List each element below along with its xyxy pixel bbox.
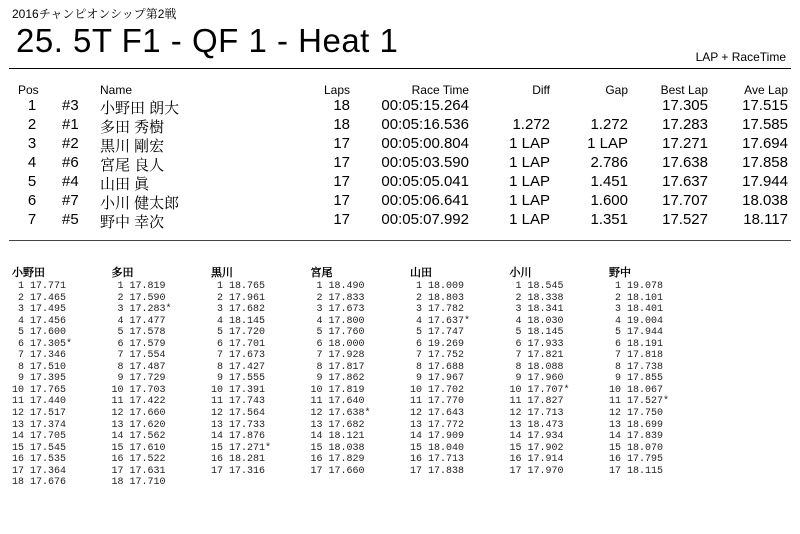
lap-time: 14 17.876 bbox=[211, 431, 266, 443]
lap-time: 3 17.495 bbox=[12, 304, 67, 316]
lap-time: 13 17.733 bbox=[211, 419, 266, 431]
lap-time: 7 17.821 bbox=[509, 350, 564, 362]
lap-time: 5 17.600 bbox=[12, 327, 67, 339]
result-laps: 18 bbox=[333, 97, 350, 114]
result-pos: 6 bbox=[27, 192, 37, 209]
result-driver-name: 山田 眞 bbox=[100, 176, 150, 193]
result-diff: 1 LAP bbox=[509, 173, 550, 190]
lap-time: 13 17.374 bbox=[12, 419, 67, 431]
lap-time: 4 17.456 bbox=[12, 315, 67, 327]
result-car-number: #1 bbox=[62, 116, 79, 133]
lap-time: 4 17.800 bbox=[310, 315, 365, 327]
lap-time: 8 17.817 bbox=[310, 361, 365, 373]
result-gap: 1 LAP bbox=[587, 135, 628, 152]
lap-column-driver: 宮尾 bbox=[310, 267, 333, 279]
header-divider bbox=[9, 68, 791, 69]
lap-column-driver: 多田 bbox=[111, 267, 134, 279]
lap-time: 12 17.660 bbox=[111, 408, 166, 420]
lap-time: 9 17.729 bbox=[111, 373, 166, 385]
lap-time: 4 17.637* bbox=[410, 315, 471, 327]
lap-time: 11 17.827 bbox=[509, 396, 564, 408]
lap-time: 8 17.510 bbox=[12, 361, 67, 373]
lap-time: 3 17.673 bbox=[310, 304, 365, 316]
lap-time: 6 17.305* bbox=[12, 338, 73, 350]
result-car-number: #5 bbox=[62, 211, 79, 228]
lap-time: 8 17.427 bbox=[211, 361, 266, 373]
lap-time: 1 17.819 bbox=[111, 281, 166, 292]
lap-time: 18 17.676 bbox=[12, 477, 67, 489]
lap-time: 4 18.030 bbox=[509, 315, 564, 327]
lap-time: 9 17.862 bbox=[310, 373, 365, 385]
result-gap: 1.451 bbox=[590, 173, 628, 190]
lap-time: 9 17.855 bbox=[609, 373, 664, 385]
lap-column-driver: 小野田 bbox=[12, 267, 45, 279]
result-race-time: 00:05:16.536 bbox=[381, 116, 469, 133]
lap-time: 6 18.191 bbox=[609, 338, 664, 350]
lap-time: 12 17.713 bbox=[509, 408, 564, 420]
result-race-time: 00:05:07.992 bbox=[381, 211, 469, 228]
result-laps: 18 bbox=[333, 116, 350, 133]
lap-time: 3 18.341 bbox=[509, 304, 564, 316]
lap-time: 5 17.944 bbox=[609, 327, 664, 339]
lap-time: 1 18.545 bbox=[509, 281, 564, 292]
result-diff: 1 LAP bbox=[509, 192, 550, 209]
result-race-time: 00:05:15.264 bbox=[381, 97, 469, 114]
result-gap: 1.351 bbox=[590, 211, 628, 228]
lap-time: 1 17.771 bbox=[12, 281, 67, 292]
result-race-time: 00:05:06.641 bbox=[381, 192, 469, 209]
lap-time: 12 17.643 bbox=[410, 408, 465, 420]
result-row bbox=[0, 192, 800, 211]
lap-column bbox=[410, 267, 470, 477]
lap-time: 16 17.795 bbox=[609, 454, 664, 466]
lap-time: 2 17.590 bbox=[111, 292, 166, 304]
result-pos: 2 bbox=[27, 116, 37, 133]
result-race-time: 00:05:03.590 bbox=[381, 154, 469, 171]
lap-time: 14 18.121 bbox=[310, 431, 365, 443]
lap-time: 16 17.914 bbox=[509, 454, 564, 466]
result-best-lap: 17.638 bbox=[662, 154, 708, 171]
lap-time: 5 17.747 bbox=[410, 327, 465, 339]
result-best-lap: 17.305 bbox=[662, 97, 708, 114]
lap-time: 4 19.004 bbox=[609, 315, 664, 327]
header-name: Name bbox=[100, 83, 133, 97]
result-best-lap: 17.271 bbox=[662, 135, 708, 152]
lap-time: 14 17.562 bbox=[111, 431, 166, 443]
lap-time: 7 17.346 bbox=[12, 350, 67, 362]
lap-time: 2 18.338 bbox=[509, 292, 564, 304]
lap-time: 12 17.517 bbox=[12, 408, 67, 420]
lap-time: 17 18.115 bbox=[609, 465, 664, 477]
lap-time: 8 18.088 bbox=[509, 361, 564, 373]
lap-time: 12 17.638* bbox=[310, 408, 371, 420]
result-ave-lap: 18.117 bbox=[743, 211, 788, 228]
lap-column-driver: 野中 bbox=[609, 267, 631, 279]
header-ave-lap: Ave Lap bbox=[744, 83, 788, 97]
lap-time: 9 17.395 bbox=[12, 373, 67, 385]
lap-column bbox=[311, 267, 371, 477]
lap-column bbox=[12, 267, 72, 489]
result-best-lap: 17.637 bbox=[662, 173, 708, 190]
lap-time: 2 18.803 bbox=[410, 292, 465, 304]
lap-time: 4 18.145 bbox=[211, 315, 266, 327]
result-row bbox=[0, 135, 800, 154]
result-ave-lap: 17.694 bbox=[742, 135, 788, 152]
lap-time: 8 17.738 bbox=[609, 361, 664, 373]
result-ave-lap: 17.944 bbox=[742, 173, 788, 190]
lap-time: 15 17.271* bbox=[211, 442, 272, 454]
result-car-number: #2 bbox=[62, 135, 79, 152]
lap-time: 11 17.743 bbox=[211, 396, 266, 408]
lap-time: 13 17.772 bbox=[410, 419, 465, 431]
result-diff: 1.272 bbox=[512, 116, 550, 133]
lap-time: 6 17.701 bbox=[211, 338, 266, 350]
lap-time: 14 17.705 bbox=[12, 431, 67, 443]
lap-time: 10 17.703 bbox=[111, 384, 166, 396]
result-best-lap: 17.283 bbox=[662, 116, 708, 133]
result-best-lap: 17.707 bbox=[662, 192, 708, 209]
report-type: LAP + RaceTime bbox=[695, 50, 786, 64]
lap-time: 2 17.833 bbox=[310, 292, 365, 304]
result-laps: 17 bbox=[333, 135, 350, 152]
event-name: 2016チャンピオンシップ第2戦 bbox=[12, 7, 177, 21]
lap-time: 14 17.909 bbox=[410, 431, 465, 443]
lap-time: 13 18.473 bbox=[509, 419, 564, 431]
lap-time: 11 17.422 bbox=[111, 396, 166, 408]
result-row bbox=[0, 211, 800, 230]
lap-time: 6 19.269 bbox=[410, 338, 465, 350]
result-pos: 5 bbox=[27, 173, 37, 190]
lap-time: 15 17.902 bbox=[509, 442, 564, 454]
lap-time: 18 17.710 bbox=[111, 477, 166, 489]
lap-time: 16 17.522 bbox=[111, 454, 166, 466]
result-driver-name: 多田 秀樹 bbox=[100, 119, 165, 136]
lap-time: 7 17.554 bbox=[111, 350, 166, 362]
result-car-number: #4 bbox=[62, 173, 79, 190]
lap-time: 2 17.465 bbox=[12, 292, 67, 304]
lap-time: 5 17.578 bbox=[111, 327, 166, 339]
result-row bbox=[0, 173, 800, 192]
result-laps: 17 bbox=[333, 211, 350, 228]
lap-time: 8 17.487 bbox=[111, 361, 166, 373]
header-diff: Diff bbox=[532, 83, 550, 97]
lap-time: 12 17.750 bbox=[609, 408, 664, 420]
lap-time: 10 17.765 bbox=[12, 384, 67, 396]
lap-column bbox=[112, 267, 172, 489]
lap-time: 13 17.620 bbox=[111, 419, 166, 431]
lap-time: 11 17.440 bbox=[12, 396, 67, 408]
lap-column-driver: 小川 bbox=[509, 267, 532, 279]
lap-time: 16 17.829 bbox=[310, 454, 365, 466]
lap-time: 13 17.682 bbox=[310, 419, 365, 431]
lap-time: 16 17.535 bbox=[12, 454, 67, 466]
result-diff: 1 LAP bbox=[509, 154, 550, 171]
result-driver-name: 黒川 剛宏 bbox=[100, 138, 165, 155]
header-pos: Pos bbox=[18, 83, 39, 97]
result-laps: 17 bbox=[333, 192, 350, 209]
lap-time: 5 18.145 bbox=[509, 327, 564, 339]
lap-time: 2 17.961 bbox=[211, 292, 266, 304]
lap-time: 3 17.782 bbox=[410, 304, 465, 316]
lap-time: 7 17.673 bbox=[211, 350, 266, 362]
header-best-lap: Best Lap bbox=[660, 83, 708, 97]
result-diff: 1 LAP bbox=[509, 211, 550, 228]
result-gap: 1.600 bbox=[590, 192, 628, 209]
result-laps: 17 bbox=[333, 173, 350, 190]
lap-time: 15 18.040 bbox=[410, 442, 465, 454]
lap-time: 3 17.682 bbox=[211, 304, 266, 316]
lap-time: 15 18.070 bbox=[609, 442, 664, 454]
header-race-time: Race Time bbox=[411, 83, 469, 97]
result-row bbox=[0, 97, 800, 116]
lap-time: 11 17.527* bbox=[609, 396, 670, 408]
lap-time: 1 18.765 bbox=[211, 281, 266, 292]
lap-time: 10 17.702 bbox=[410, 384, 465, 396]
result-car-number: #6 bbox=[62, 154, 79, 171]
lap-column-driver: 黒川 bbox=[211, 267, 233, 279]
result-best-lap: 17.527 bbox=[662, 211, 708, 228]
lap-time: 3 17.283* bbox=[111, 304, 172, 316]
result-row bbox=[0, 154, 800, 173]
result-pos: 1 bbox=[27, 97, 37, 114]
lap-time: 6 17.933 bbox=[509, 338, 564, 350]
result-ave-lap: 17.858 bbox=[742, 154, 788, 171]
result-row bbox=[0, 116, 800, 135]
section-divider bbox=[9, 240, 791, 241]
lap-time: 1 18.009 bbox=[410, 281, 465, 292]
result-ave-lap: 17.585 bbox=[742, 116, 788, 133]
lap-time: 17 17.631 bbox=[111, 465, 166, 477]
lap-time: 15 17.545 bbox=[12, 442, 67, 454]
result-car-number: #3 bbox=[62, 97, 79, 114]
lap-time: 10 17.819 bbox=[310, 384, 365, 396]
lap-time: 14 17.839 bbox=[609, 431, 664, 443]
lap-column bbox=[609, 267, 669, 477]
lap-time: 13 18.699 bbox=[609, 419, 664, 431]
result-driver-name: 小川 健太郎 bbox=[100, 195, 180, 212]
lap-time: 17 17.316 bbox=[211, 465, 266, 477]
result-driver-name: 小野田 朗大 bbox=[100, 100, 180, 117]
lap-time: 9 17.960 bbox=[509, 373, 564, 385]
race-title: 25. 5T F1 - QF 1 - Heat 1 bbox=[16, 22, 399, 59]
result-diff: 1 LAP bbox=[509, 135, 550, 152]
lap-time: 17 17.838 bbox=[410, 465, 465, 477]
lap-time: 17 17.364 bbox=[12, 465, 67, 477]
lap-time: 16 17.713 bbox=[410, 454, 465, 466]
lap-time: 4 17.477 bbox=[111, 315, 166, 327]
result-race-time: 00:05:00.804 bbox=[381, 135, 469, 152]
lap-time: 9 17.555 bbox=[211, 373, 266, 385]
result-driver-name: 野中 幸次 bbox=[100, 214, 165, 231]
lap-time: 15 18.038 bbox=[310, 442, 365, 454]
lap-time: 7 17.818 bbox=[609, 350, 664, 362]
lap-time: 11 17.770 bbox=[410, 396, 465, 408]
result-race-time: 00:05:05.041 bbox=[381, 173, 469, 190]
lap-time: 8 17.688 bbox=[410, 361, 465, 373]
lap-time: 1 19.078 bbox=[609, 281, 664, 292]
result-ave-lap: 17.515 bbox=[742, 97, 788, 114]
lap-time: 17 17.970 bbox=[509, 465, 564, 477]
header-laps: Laps bbox=[323, 83, 350, 97]
lap-time: 2 18.101 bbox=[609, 292, 664, 304]
lap-time: 7 17.752 bbox=[410, 350, 465, 362]
result-gap: 2.786 bbox=[590, 154, 628, 171]
lap-time: 14 17.934 bbox=[509, 431, 564, 443]
lap-column-driver: 山田 bbox=[410, 267, 432, 279]
lap-time: 6 18.000 bbox=[310, 338, 365, 350]
lap-time: 10 17.707* bbox=[509, 384, 570, 396]
lap-time: 5 17.720 bbox=[211, 327, 266, 339]
lap-time: 5 17.760 bbox=[310, 327, 365, 339]
lap-time: 6 17.579 bbox=[111, 338, 166, 350]
result-ave-lap: 18.038 bbox=[742, 192, 788, 209]
lap-time: 3 18.401 bbox=[609, 304, 664, 316]
header-gap: Gap bbox=[605, 83, 628, 97]
result-driver-name: 宮尾 良人 bbox=[100, 157, 165, 174]
result-pos: 7 bbox=[27, 211, 37, 228]
lap-time: 16 18.281 bbox=[211, 454, 266, 466]
result-car-number: #7 bbox=[62, 192, 79, 209]
lap-time: 7 17.928 bbox=[310, 350, 365, 362]
lap-time: 17 17.660 bbox=[310, 465, 365, 477]
lap-time: 12 17.564 bbox=[211, 408, 266, 420]
lap-time: 15 17.610 bbox=[111, 442, 166, 454]
result-pos: 3 bbox=[27, 135, 37, 152]
lap-time: 10 17.391 bbox=[211, 384, 266, 396]
lap-column bbox=[211, 267, 271, 477]
lap-time: 10 18.067 bbox=[609, 384, 664, 396]
result-laps: 17 bbox=[333, 154, 350, 171]
result-gap: 1.272 bbox=[590, 116, 628, 133]
lap-column bbox=[510, 267, 570, 477]
lap-time: 1 18.490 bbox=[310, 281, 365, 292]
lap-time: 9 17.967 bbox=[410, 373, 465, 385]
result-pos: 4 bbox=[27, 154, 37, 171]
lap-time: 11 17.640 bbox=[310, 396, 365, 408]
